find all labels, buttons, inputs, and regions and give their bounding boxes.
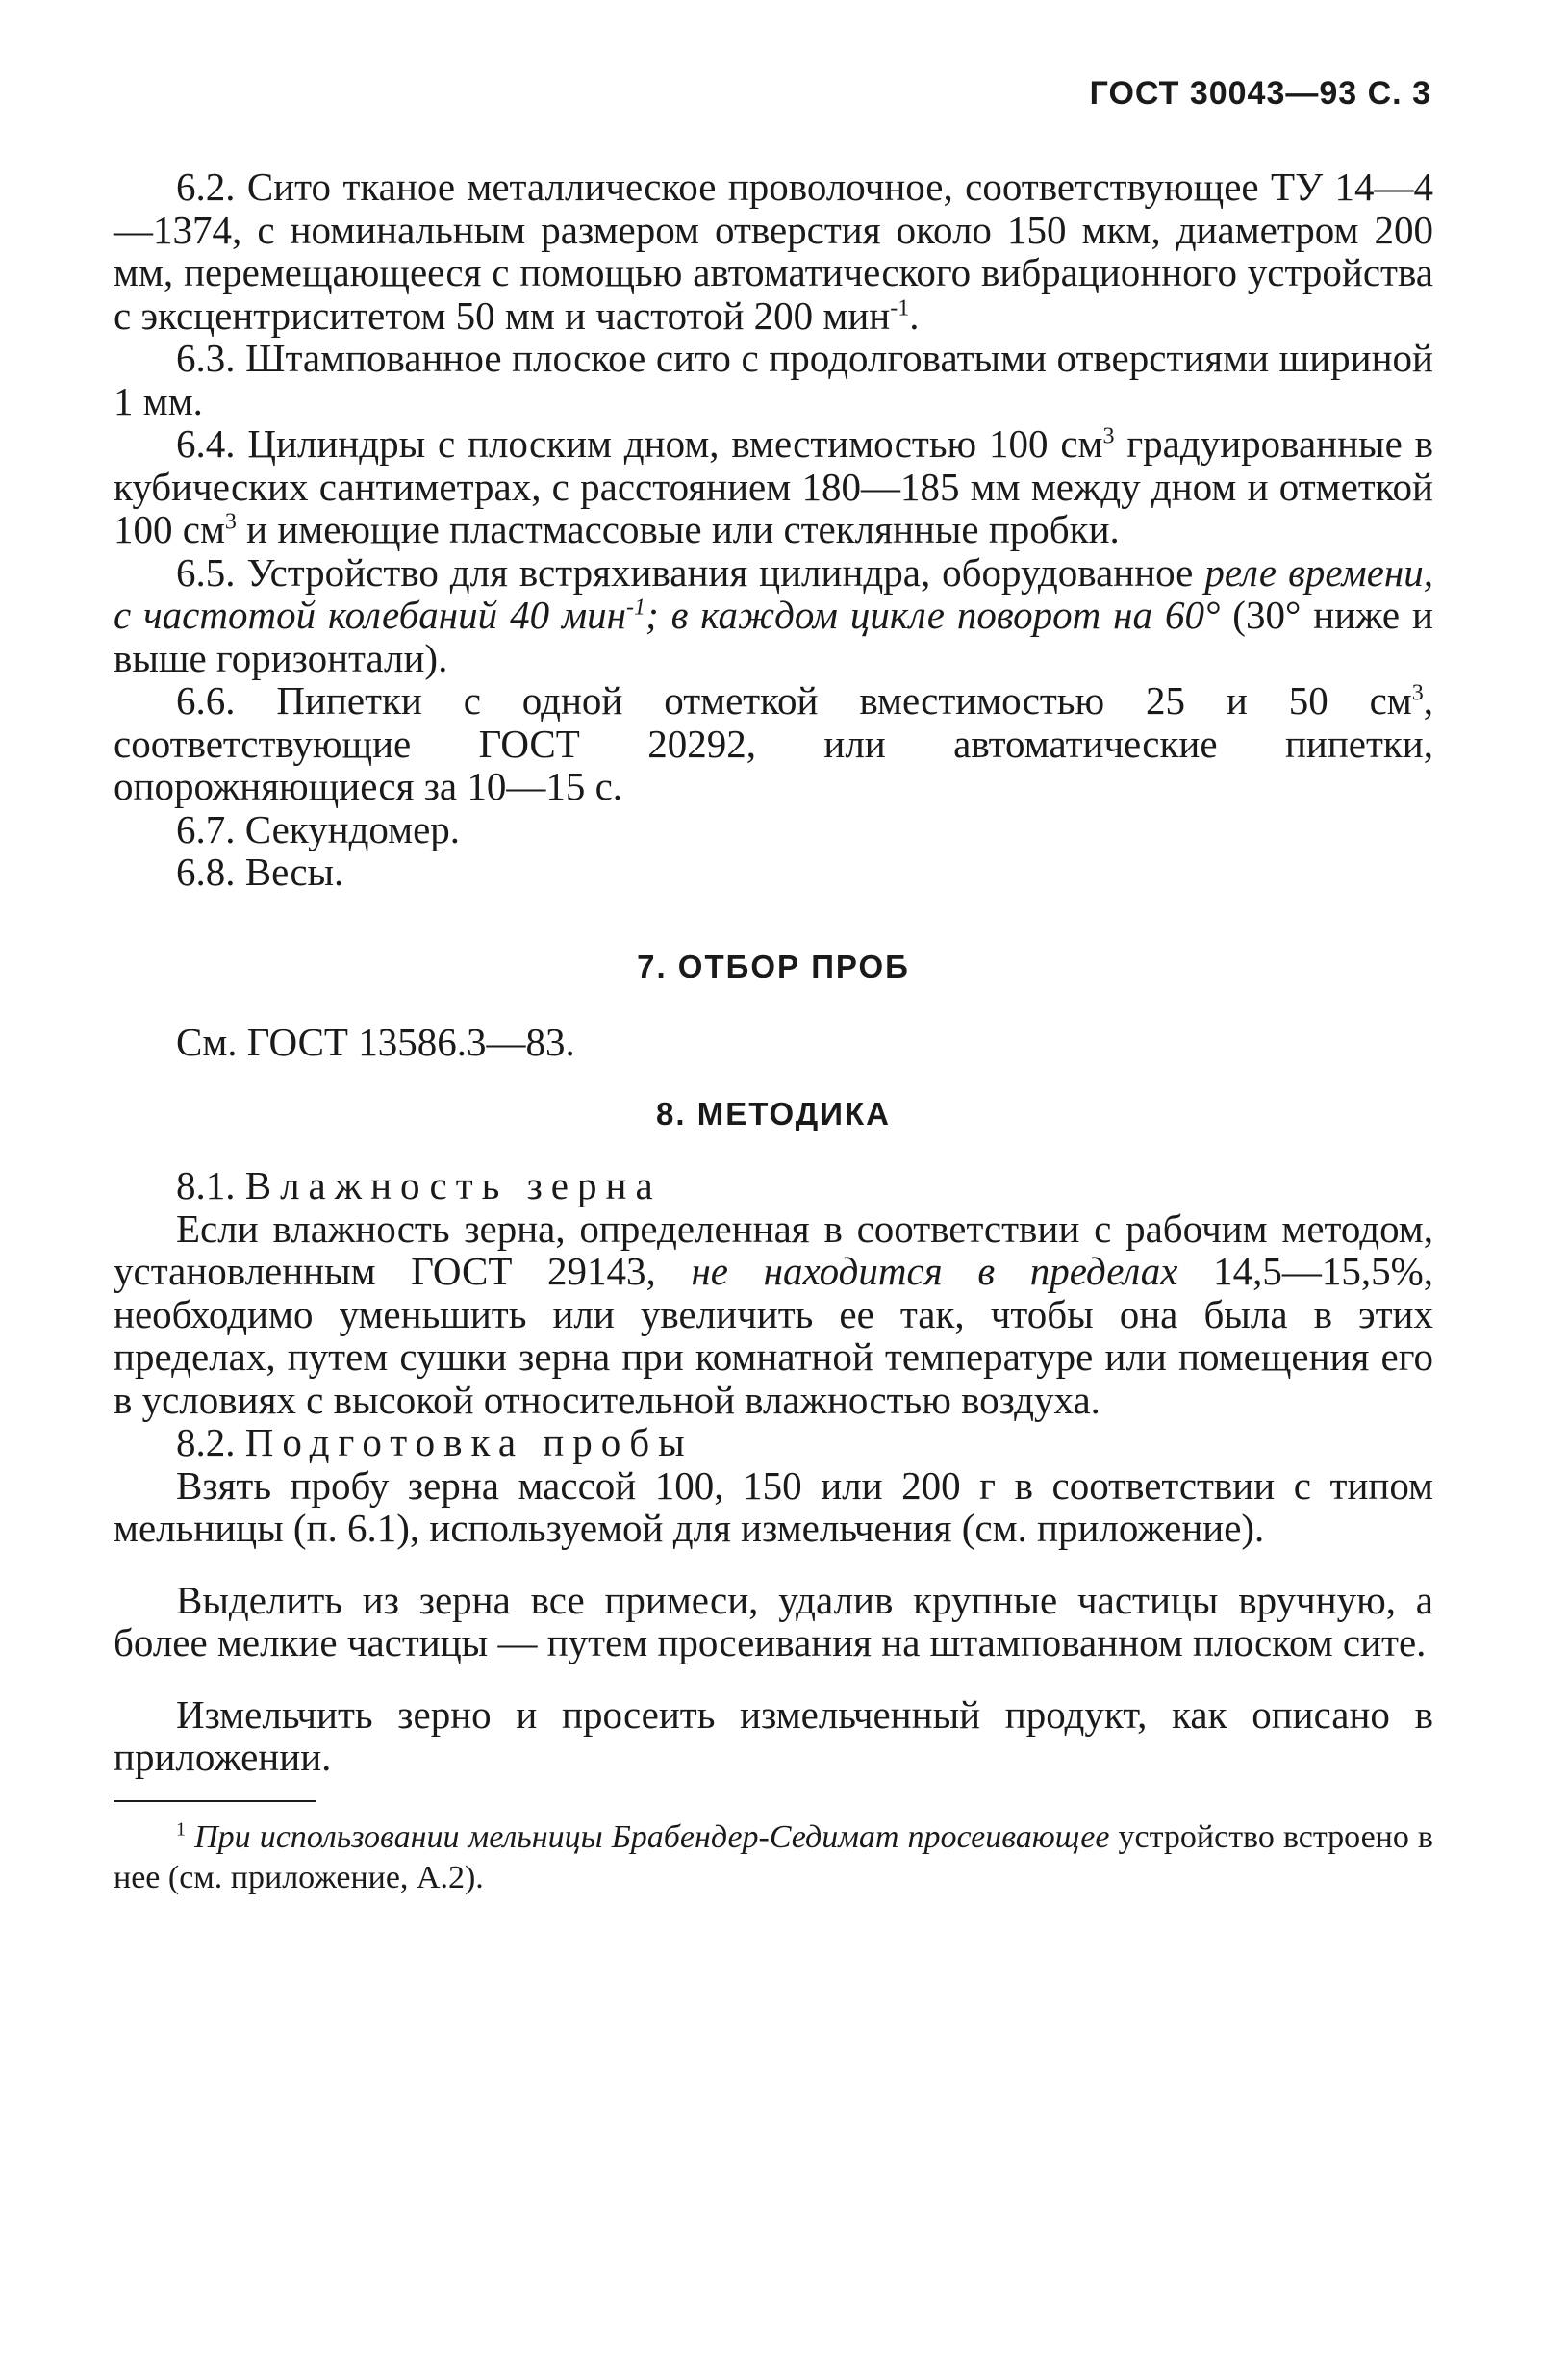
section-7-text: См. ГОСТ 13586.3—83.: [176, 1020, 575, 1064]
paragraph-6-3: 6.3. Штампованное плоское сито с продолговатыми отверстиями шириной 1 мм.: [114, 336, 1433, 423]
footnote-separator: [114, 1800, 316, 1802]
superscript: 3: [1102, 423, 1115, 449]
paragraph-6-4-text: 6.4. Цилиндры с плоским дном, вместимостью 100 см: [176, 421, 1103, 466]
paragraph-6-5-italic: реле времени, с частотой колебаний 40 мин: [114, 549, 1433, 637]
paragraph-6-2-text: 6.2. Сито тканое металлическое проволочное, соответствующее ТУ 14—4—1374, с номинальным размером отверстия около 150 мкм, диаметром 200 мм, перемещающееся с помощью автоматического вибрационного устройства с эксцентриситетом 50 мм и частотой 200 мин: [114, 165, 1433, 338]
subsection-8-1-italic: не находится в пределах: [691, 1249, 1178, 1293]
subsection-8-1-title: Влажность зерна: [244, 1163, 662, 1207]
paragraph-6-6: [114, 679, 1433, 808]
superscript: 3: [1411, 680, 1424, 706]
section-8-title: 8. МЕТОДИКА: [656, 1095, 891, 1131]
paragraph-6-8: 6.8. Весы.: [176, 850, 344, 894]
page-header: ГОСТ 30043—93 С. 3: [1089, 75, 1431, 112]
subsection-8-1-text-a: Если влажность зерна, определенная в соответствии с рабочим методом, установленным ГОСТ 29143,: [114, 1206, 1433, 1293]
paragraph-6-7: 6.7. Секундомер.: [176, 806, 461, 851]
paragraph-6-4-text-b: градуированные в кубических сантиметрах, с расстоянием 180—185 мм между дном и отметкой 100 см: [114, 421, 1433, 551]
superscript: -1: [626, 595, 645, 621]
subsection-8-2-heading: [114, 1421, 1433, 1464]
subsection-8-2-text-2: Выделить из зерна все примеси, удалив крупные частицы вручную, а более мелкие частицы — путем просеивания на штампованном плоском сите.: [114, 1577, 1433, 1664]
subsection-8-2-text-1: Взять пробу зерна массой 100, 150 или 200 г в соответствии с типом мельницы (п. 6.1), используемой для измельчения (см. приложение).: [114, 1462, 1433, 1550]
footnote-marker: 1: [176, 1818, 186, 1841]
superscript: 3: [224, 509, 237, 535]
paragraph-6-4: [114, 422, 1433, 551]
paragraph-6-5: [114, 551, 1433, 680]
paragraph-6-4-text-c: и имеющие пластмассовые или стеклянные пробки.: [236, 507, 1120, 551]
subsection-number: 8.1.: [176, 1163, 236, 1207]
paragraph-6-5-italic-b: ; в каждом цикле поворот на 60°: [645, 593, 1221, 637]
subsection-number: 8.2.: [176, 1420, 236, 1464]
footnote-italic: При использовании мельницы Брабендер-Седимат просеивающее: [186, 1818, 1110, 1855]
subsection-8-1-text-b: 14,5—15,5%, необходимо уменьшить или увеличить ее так, чтобы она была в этих пределах, путем сушки зерна при комнатной температуре или помещения его в условиях с высокой относительной влажностью воздуха.: [114, 1249, 1433, 1422]
paragraph-6-2-end: .: [909, 292, 920, 338]
subsection-8-2-title: Подготовка пробы: [244, 1420, 694, 1464]
subsection-8-1-heading: [114, 1164, 1433, 1207]
paragraph-6-5-text-b: (30° ниже и выше горизонтали).: [114, 593, 1433, 680]
superscript: -1: [890, 294, 910, 320]
paragraph-6-2: [114, 165, 1433, 337]
footnote-text: устройство встроено в нее (см. приложение, А.2).: [114, 1818, 1433, 1895]
subsection-8-1-text: [114, 1207, 1433, 1422]
paragraph-6-6-text: 6.6. Пипетки с одной отметкой вместимостью 25 и 50 см: [176, 678, 1412, 723]
subsection-8-2-text-3: Измельчить зерно и просеить измельченный продукт, как описано в приложении.: [114, 1691, 1433, 1779]
section-7-title: 7. ОТБОР ПРОБ: [637, 948, 910, 984]
footnote: [114, 1817, 1433, 1898]
paragraph-6-6-text-b: , соответствующие ГОСТ 20292, или автоматические пипетки, опорожняющиеся за 10—15 с.: [114, 678, 1433, 808]
paragraph-6-5-text: 6.5. Устройство для встряхивания цилиндра, оборудованное: [176, 549, 1205, 595]
document-body: [114, 165, 1433, 1898]
